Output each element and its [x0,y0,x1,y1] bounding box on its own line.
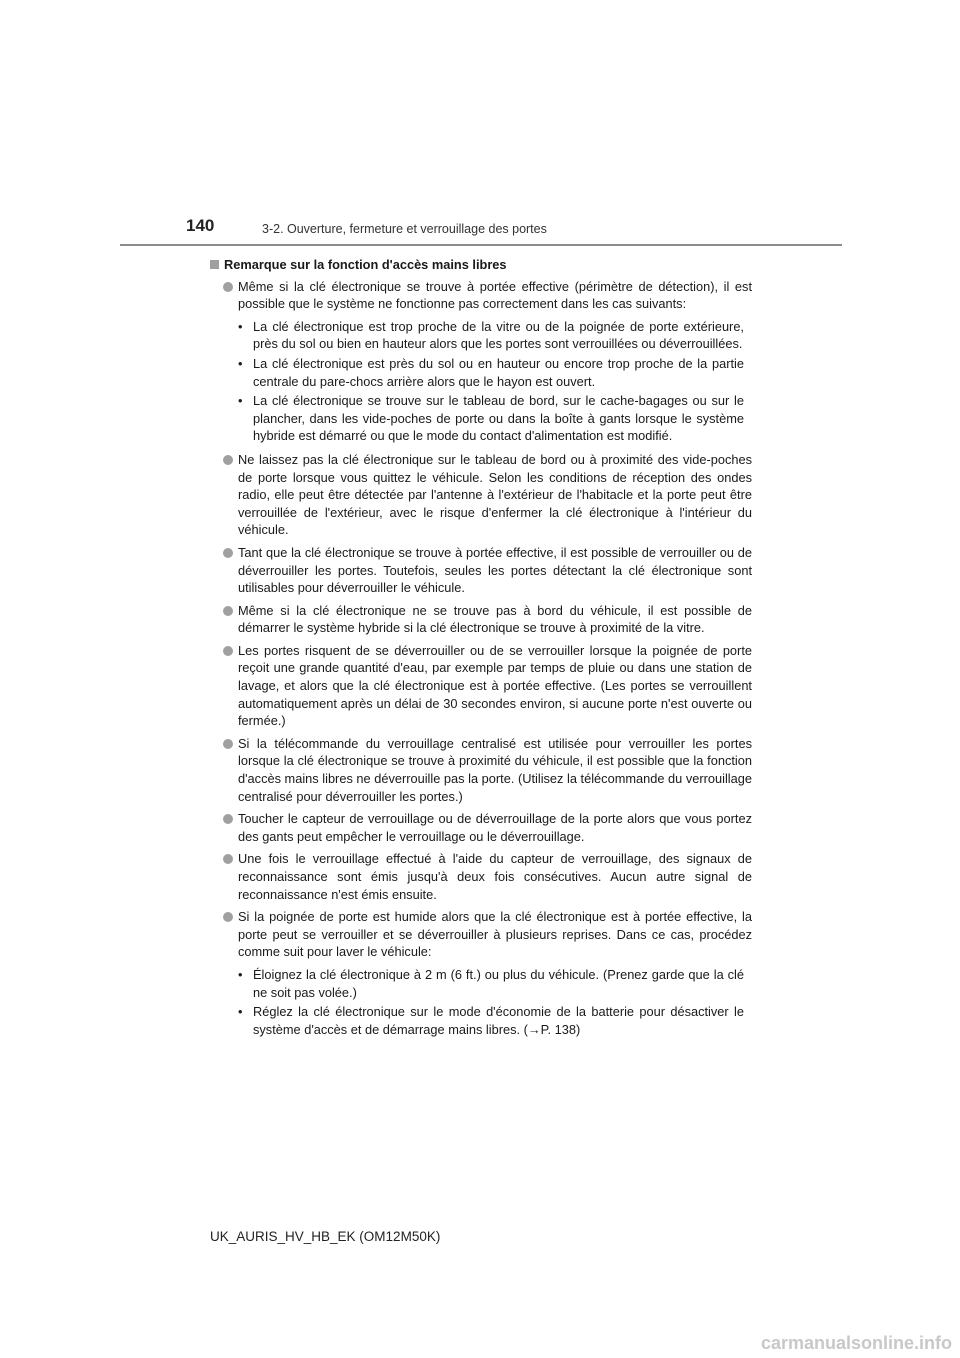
list-item: • La clé électronique est près du sol ou en hauteur ou encore trop proche de la partie centrale du pare-chocs arrière alors que le hayon est ouvert. [238,355,752,390]
circle-bullet-icon [223,455,233,465]
note-heading-text: Remarque sur la fonction d'accès mains libres [224,257,507,272]
circle-bullet-icon [223,739,233,749]
paragraph-6 [210,735,752,805]
list-item: • La clé électronique se trouve sur le tableau de bord, sur le cache-bagages ou sur le plancher, dans les vide-poches de porte ou dans la boîte à gants lorsque le système hybride est démarré ou que le mode du contact d'alimentation est modifié. [238,392,752,445]
circle-bullet-icon [223,282,233,292]
circle-bullet-icon [223,646,233,656]
list-item: • Réglez la clé électronique sur le mode d'économie de la batterie pour désactiver le système d'accès et de démarrage mains libres. (→P. 138) [238,1003,752,1038]
list-item: • Éloignez la clé électronique à 2 m (6 ft.) ou plus du véhicule. (Prenez garde que la clé ne soit pas volée.) [238,966,752,1001]
watermark: carmanualsonline.info [760,1333,952,1353]
square-bullet-icon [210,260,219,269]
circle-bullet-icon [223,814,233,824]
circle-bullet-icon [223,912,233,922]
paragraph-7 [210,810,752,845]
circle-bullet-icon [223,548,233,558]
paragraph-text: Tant que la clé électronique se trouve à portée effective, il est possible de verrouiller ou de déverrouiller les portes. Toutefois, seules les portes détectant la clé électronique sont utilisables pour déverrouiller le véhicule. [238,544,752,596]
paragraph-5 [210,642,752,730]
page-number: 140 [186,216,215,235]
paragraph-text: Si la poignée de porte est humide alors que la clé électronique est à portée effective, la porte peut se verrouiller et se déverrouiller à plusieurs reprises. Dans ce cas, procédez comme suit pour laver le véhicule: [238,909,752,960]
header-rule [120,244,842,246]
paragraph-text: Même si la clé électronique se trouve à portée effective (périmètre de détection), il est possible que le système ne fonctionne pas correctement dans les cas suivants: [238,278,752,312]
paragraph-text: Une fois le verrouillage effectué à l'aide du capteur de verrouillage, des signaux de reconnaissance sont émis jusqu'à deux fois consécutives. Aucun autre signal de reconnaissance n'est émis ensuite. [238,851,752,902]
paragraph-9 [210,908,752,961]
circle-bullet-icon [223,854,233,864]
paragraph-2 [210,451,752,539]
paragraph-text: Ne laissez pas la clé électronique sur le tableau de bord ou à proximité des vide-poches de porte lorsque vous quittez le véhicule. Selon les conditions de réception des ondes radio, elle peut être détectée par l'antenne à l'extérieur de l'habitacle et la porte peut être verrouillée de l'extérieur, avec le risque d'enfermer la clé électronique à l'intérieur du véhicule. [238,451,752,538]
sub-list-9 [210,966,752,1038]
paragraph-1 [210,278,752,313]
paragraph-text: Si la télécommande du verrouillage centralisé est utilisée pour verrouiller les portes lorsque la clé électronique se trouve à proximité du véhicule, il est possible que la fonction d'accès mains libres ne déverrouille pas la porte. (Utilisez la télécommande du verrouillage centralisé pour déverrouiller les portes.) [238,735,752,804]
paragraph-4 [210,602,752,637]
list-item: • La clé électronique est trop proche de la vitre ou de la poignée de porte extérieure, près du sol ou bien en hauteur alors que les portes sont verrouillées ou déverrouillées. [238,318,752,353]
paragraph-8 [210,850,752,903]
paragraph-3 [210,544,752,597]
document-code: UK_AURIS_HV_HB_EK (OM12M50K) [210,1229,441,1244]
note-heading [210,256,752,274]
paragraph-text: Même si la clé électronique ne se trouve pas à bord du véhicule, il est possible de démarrer le système hybride si la clé électronique se trouve à proximité de la vitre. [238,602,752,636]
paragraph-text: Les portes risquent de se déverrouiller ou de se verrouiller lorsque la poignée de porte reçoit une grande quantité d'eau, par exemple par temps de pluie ou dans une station de lavage, et alors que la clé électronique est à portée effective. (Les portes se verrouillent automatiquement après un délai de 30 secondes environ, si aucune porte n'est ouverte ou fermée.) [238,642,752,729]
content [210,256,752,1044]
sub-list-1 [210,318,752,445]
section-title: 3-2. Ouverture, fermeture et verrouillage des portes [262,222,547,236]
circle-bullet-icon [223,606,233,616]
paragraph-text: Toucher le capteur de verrouillage ou de déverrouillage de la porte alors que vous portez des gants peut empêcher le verrouillage ou le déverrouillage. [238,811,752,844]
